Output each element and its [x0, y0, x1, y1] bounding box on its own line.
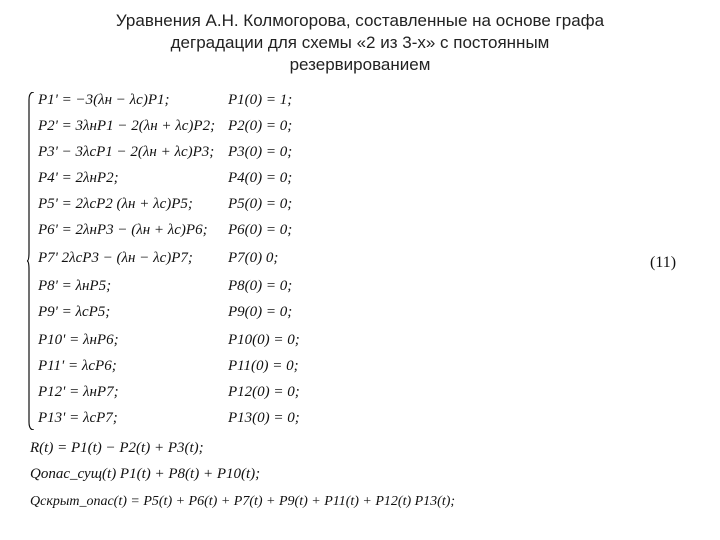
equation-lhs: P8' = λнP5; [38, 278, 112, 294]
danger-probability-formula: Qопас_сущ(t) P1(t) + P8(t) + P10(t); [30, 466, 261, 482]
hidden-danger-probability-formula: Qскрыт_опас(t) = P5(t) + P6(t) + P7(t) + P9(t) + P11(t) + P12(t) P13(t); [30, 494, 456, 509]
initial-condition: P1(0) = 1; [228, 92, 293, 108]
initial-condition: P3(0) = 0; [228, 144, 293, 160]
title-line-2: деградации для схемы «2 из 3-х» с постоянным [170, 33, 550, 52]
equation-lhs: P3' − 3λcP1 − 2(λн + λс)P3; [38, 144, 215, 160]
initial-condition: P6(0) = 0; [228, 222, 293, 238]
initial-condition: P7(0) 0; [228, 250, 279, 266]
initial-condition: P10(0) = 0; [228, 332, 300, 348]
equation-lhs: P7' 2λcP3 − (λн − λс)P7; [38, 250, 193, 266]
equation-number: (11) [650, 254, 677, 271]
equation-lhs: P2' = 3λнP1 − 2(λн + λс)P2; [38, 118, 216, 134]
initial-condition: P9(0) = 0; [228, 304, 293, 320]
initial-condition: P13(0) = 0; [228, 410, 300, 426]
equation-lhs: P1' = −3(λн − λс)P1; [38, 92, 170, 108]
initial-condition: P8(0) = 0; [228, 278, 293, 294]
equation-lhs: P6' = 2λнP3 − (λн + λс)P6; [38, 222, 208, 238]
initial-condition: P11(0) = 0; [228, 358, 299, 374]
slide-title [40, 10, 680, 76]
equation-lhs: P9' = λcP5; [38, 304, 111, 320]
initial-condition: P2(0) = 0; [228, 118, 293, 134]
equation-lhs: P10' = λнP6; [38, 332, 119, 348]
equation-lhs: P4' = 2λнP2; [38, 170, 119, 186]
equation-lhs: P5' = 2λcP2 (λн + λс)P5; [38, 196, 193, 212]
initial-condition: P12(0) = 0; [228, 384, 300, 400]
title-line-1: Уравнения А.Н. Колмогорова, составленные на основе графа [115, 11, 605, 30]
equation-lhs: P12' = λнP7; [38, 384, 119, 400]
initial-condition: P4(0) = 0; [228, 170, 293, 186]
reliability-formula: R(t) = P1(t) − P2(t) + P3(t); [30, 440, 204, 456]
title-line-3: резервированием [289, 55, 431, 74]
system-brace [27, 92, 35, 430]
initial-condition: P5(0) = 0; [228, 196, 293, 212]
equation-lhs: P13' = λcP7; [38, 410, 118, 426]
equation-lhs: P11' = λcP6; [38, 358, 117, 374]
